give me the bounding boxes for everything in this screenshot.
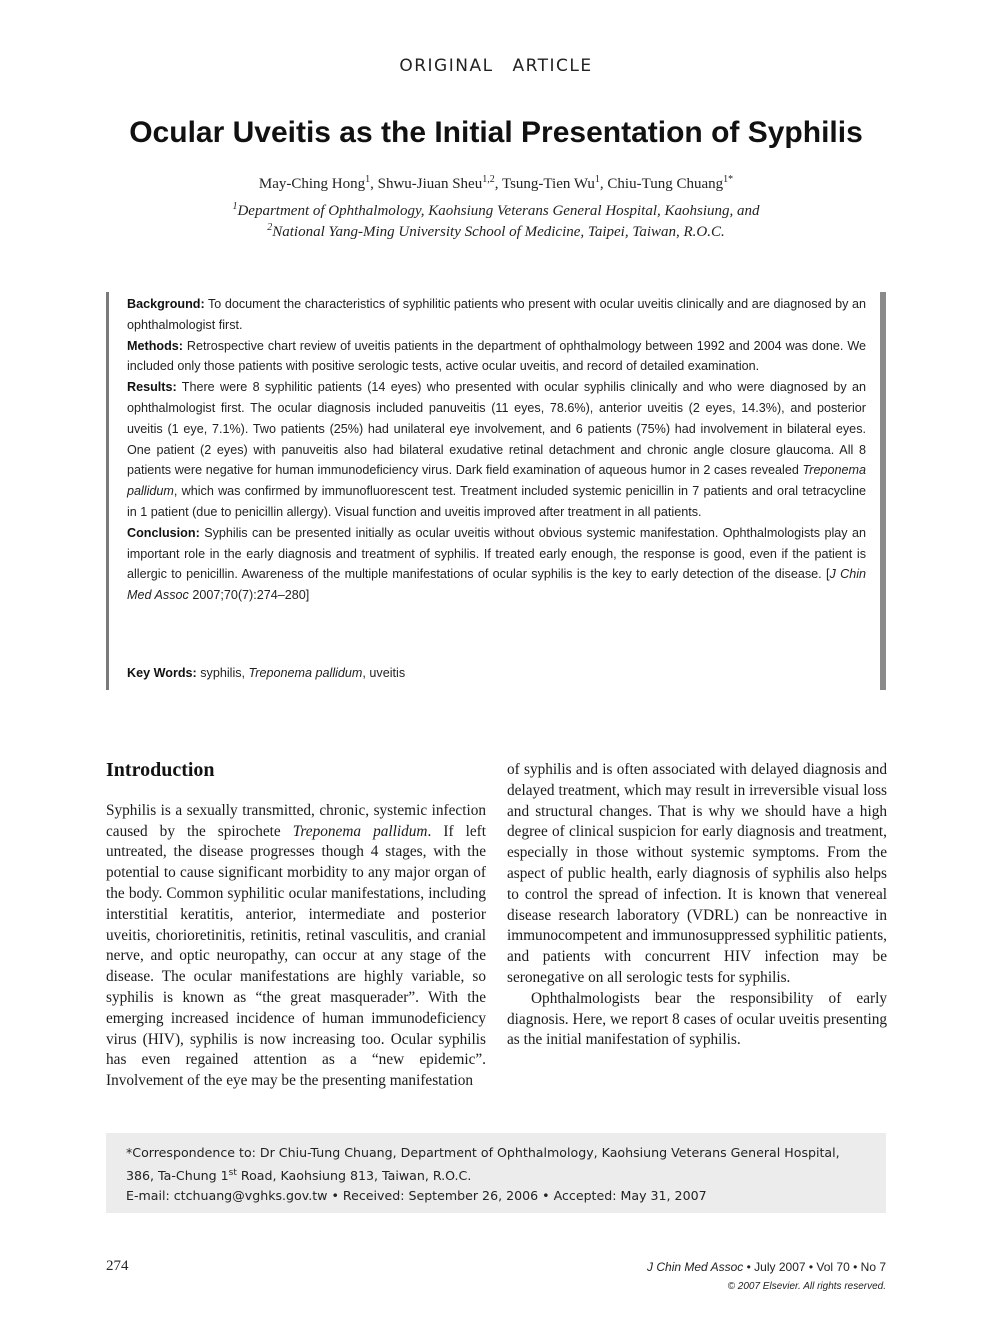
abstract-background	[127, 294, 866, 336]
species-name: Treponema pallidum	[127, 463, 866, 499]
copyright: © 2007 Elsevier. All rights reserved.	[727, 1281, 886, 1292]
correspondence-line	[126, 1163, 871, 1186]
abstract-text: To document the characteristics of syphilitic patients who present with ocular uveitis clinically and are diagnosed by an ophthalmologist first.	[127, 297, 866, 332]
citation-journal: J Chin Med Assoc	[127, 567, 866, 603]
keywords-label: Key Words:	[127, 666, 197, 680]
correspondence-box	[106, 1133, 886, 1213]
section-label: ORIGINAL ARTICLE	[399, 56, 593, 76]
citation-details: 2007;70(7):274–280]	[192, 588, 310, 603]
citation-open: [	[825, 567, 830, 582]
abstract-text: There were 8 syphilitic patients (14 eyes) who presented with ocular syphilis clinically and who were diagnosed by an ophthalmologist first. The ocular diagnosis included panuveitis (11 eyes, 78.6%), anterior uveitis (2 eyes, 14.3%), and posterior uveitis (1 eye, 7.1%). Two patients (25%) had unilateral eye involvement, and 6 patients (75%) had involvement in bilateral eyes. One patient (2 eyes) with panuveitis also had bilateral exudative retinal detachment and chronic angle closure glaucoma. All 8 patients were negative for human immunodeficiency virus. Dark field examination of aqueous humor in 2 cases revealed	[127, 380, 866, 478]
affiliation-text: National Yang-Ming University School of Medicine, Taipei, Taiwan, R.O.C.	[272, 224, 725, 240]
author-list: May-Ching Hong$^1$, Shwu-Jiuan Sheu$^{1,2}$, Tsung-Tien Wu$^1$, Chiu-Tung Chuang$^{1*}$	[258, 174, 734, 192]
keywords	[127, 666, 866, 680]
author-name: May-Ching Hong	[258, 176, 366, 192]
species-name: Treponema pallidum	[292, 822, 428, 840]
abstract-text: Retrospective chart review of uveitis patients in the department of ophthalmology between 1992 and 2004 was done. We included only those patients with positive serologic tests, active ocular uveitis, and record of detailed examination.	[127, 338, 867, 374]
abstract-left-rule	[106, 292, 109, 690]
affiliation-line	[0, 201, 992, 220]
author-affiliation-mark: 1,2	[482, 174, 495, 185]
address-text: Road, Kaohsiung 813, Taiwan, R.O.C.	[236, 1168, 472, 1184]
correspondence-text	[126, 1143, 871, 1206]
abstract-text: , which was confirmed by immunofluorescent test. Treatment included systemic penicillin in 7 patients and oral tetracycline in 1 patient (due to penicillin allergy). Visual function and uveitis improved after treatment in all patients.	[127, 484, 866, 519]
author-name: Chiu-Tung Chuang	[607, 176, 724, 192]
affiliation-mark: 2	[267, 222, 273, 233]
intro-paragraph: Ophthalmologists bear the responsibility of early diagnosis. Here, we report 8 cases of ocular uveitis presenting as the initial manifestation of syphilis.	[507, 989, 887, 1049]
keyword: Treponema pallidum	[248, 666, 363, 680]
section-heading: Introduction	[106, 759, 215, 781]
abstract-results	[127, 377, 866, 523]
intro-paragraph-continued: of syphilis and is often associated with delayed diagnosis and delayed treatment, which may result in irreversible visual loss and structural changes. That is why we should have a high degree of clinical suspicion for early diagnosis and treatment, especially in those without systemic symptoms. From the aspect of public health, early diagnosis of syphilis also helps to control the spread of infection. It is known that venereal disease research laboratory (VDRL) can be nonreactive in immunocompetent and immunosuppressed syphilitic patients, and patients with concurrent HIV infection may be seronegative on all serologic tests for syphilis.	[507, 761, 887, 986]
abstract-conclusion	[127, 523, 866, 606]
affiliation-mark: 1	[232, 201, 238, 212]
paragraph-text: Syphilis is a sexually transmitted, chronic, systemic infection caused by the spirochete	[106, 801, 486, 840]
author-name: Shwu-Jiuan Sheu	[377, 176, 483, 192]
intro-column-right	[507, 760, 887, 1051]
keyword: syphilis,	[200, 666, 246, 680]
journal-issue: • July 2007 • Vol 70 • No 7	[746, 1260, 886, 1274]
affiliation-text: Department of Ophthalmology, Kaohsiung Veterans General Hospital, Kaohsiung, and	[237, 203, 760, 219]
abstract-text: Syphilis can be presented initially as ocular uveitis without obvious systemic manifestation. Ophthalmologists play an important role in the early diagnosis and treatment of syphilis. If treated early enough, the response is good, even if the patient is allergic to penicillin. Awareness of the multiple manifestations of ocular syphilis is the key to early detection of the disease.	[127, 525, 866, 582]
page-number: 274	[106, 1258, 129, 1274]
correspondence-line: *Correspondence to: Dr Chiu-Tung Chuang, Department of Ophthalmology, Kaohsiung Veterans General Hospital,	[126, 1145, 840, 1160]
abstract-body	[127, 294, 866, 606]
abstract-label: Background:	[127, 297, 205, 311]
affiliation-line	[0, 222, 992, 241]
keyword: , uveitis	[362, 666, 406, 680]
address-text: 386, Ta-Chung 1	[126, 1168, 229, 1184]
author-affiliation-mark: 1*	[723, 174, 734, 185]
intro-paragraph	[106, 801, 486, 1092]
ordinal-suffix: st	[228, 1168, 237, 1178]
paragraph-text: . If left untreated, the disease progresses though 4 stages, with the potential to cause significant morbidity to any major organ of the body. Common syphilitic ocular manifestations, including interstitial keratitis, anterior, intermediate and posterior uveitis, chorioretinitis, retinitis, retinal vasculitis, and cranial nerve, and optic neuropathy, can occur at any stage of the disease. The ocular manifestations are highly variable, so syphilis is known as “the great masquerader”. With the emerging increased incidence of human immunodeficiency virus (HIV), syphilis is now increasing too. Ocular syphilis has even regained attention as a “new epidemic”. Involvement of the eye may be the presenting manifestation	[106, 822, 487, 1090]
author-affiliation-mark: 1	[594, 174, 600, 185]
abstract-right-rule	[880, 292, 886, 690]
author-affiliation-mark: 1	[365, 174, 371, 185]
correspondence-line: E-mail: ctchuang@vghks.gov.tw • Received: September 26, 2006 • Accepted: May 31, 2007	[126, 1188, 707, 1204]
abstract-label: Conclusion:	[127, 525, 200, 540]
abstract-label: Results:	[127, 380, 177, 395]
abstract-box	[106, 292, 886, 690]
abstract-methods	[127, 336, 866, 378]
author-name: Tsung-Tien Wu	[501, 176, 595, 192]
article-title: Ocular Uveitis as the Initial Presentation of Syphilis	[129, 116, 863, 149]
journal-footer	[647, 1260, 886, 1274]
abstract-label: Methods:	[127, 338, 183, 353]
intro-column-left	[106, 760, 486, 1092]
journal-name: J Chin Med Assoc	[647, 1260, 744, 1274]
